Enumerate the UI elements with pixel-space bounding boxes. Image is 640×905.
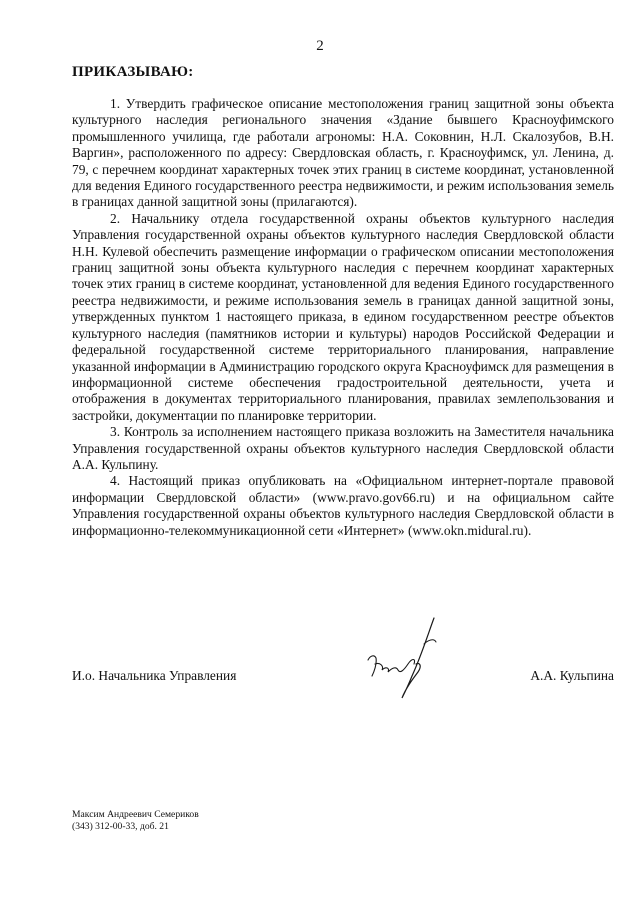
footer-executor-name: Максим Андреевич Семериков bbox=[72, 809, 199, 820]
page-number: 2 bbox=[316, 38, 324, 54]
order-body bbox=[72, 96, 614, 539]
footer-executor-phone: (343) 312-00-33, доб. 21 bbox=[72, 821, 169, 832]
footer-contact bbox=[72, 809, 199, 833]
handwritten-signature bbox=[362, 614, 442, 704]
order-heading: ПРИКАЗЫВАЮ: bbox=[72, 64, 194, 80]
paragraph-2: 2. Начальнику отдела государственной охраны объектов культурного наследия Управления государственной охраны объектов культурного наследия Свердловской области Н.Н. Кулевой обеспечить размещение информации о графическом описании местоположения границ защитной зоны объекта культурного наследия с перечнем координат характерных точек этих границ в системе координат, установленной для ведения Единого государственного реестра недвижимости, и режиме использования земель в границах данной защитной зоны, утвержденных пунктом 1 настоящего приказа, в едином государственном реестре объектов культурного наследия (памятников истории и культуры) народов Российской Федерации и федеральной государственной системе территориального планирования, направление указанной информации в Администрацию городского округа Красноуфимск для размещения в информационной системе обеспечения градостроительной деятельности, учета и отображения в документах территориального планирования, правилах землепользования и застройки, документации по планировке территории. bbox=[72, 210, 614, 423]
signatory-name: А.А. Кульпина bbox=[530, 668, 614, 683]
paragraph-4: 4. Настоящий приказ опубликовать на «Официальном интернет-портале правовой информации Свердловской области» (www.pravo.gov66.ru) и на официальном сайте Управления государственной охраны объектов культурного наследия Свердловской области в информационно-телекоммуникационной сети «Интернет» (www.okn.midural.ru). bbox=[72, 473, 614, 538]
paragraph-3: 3. Контроль за исполнением настоящего приказа возложить на Заместителя начальника Управления государственной охраны объектов культурного наследия Свердловской области А.А. Кульпину. bbox=[72, 424, 614, 472]
signatory-title: И.о. Начальника Управления bbox=[72, 668, 237, 683]
paragraph-1: 1. Утвердить графическое описание местоположения границ защитной зоны объекта культурного наследия регионального значения «Здание бывшего Красноуфимского промышленного училища, где работали агрономы: Н.А. Соковнин, Н.Л. Скалозубов, В.Н. Варгин», расположенного по адресу: Свердловская область, г. Красноуфимск, ул. Ленина, д. 79, с перечнем координат характерных точек этих границ в системе координат, установленной для ведения Единого государственного реестра недвижимости, и режим использования земель в границах данной защитной зоны (прилагаются). bbox=[72, 96, 614, 210]
